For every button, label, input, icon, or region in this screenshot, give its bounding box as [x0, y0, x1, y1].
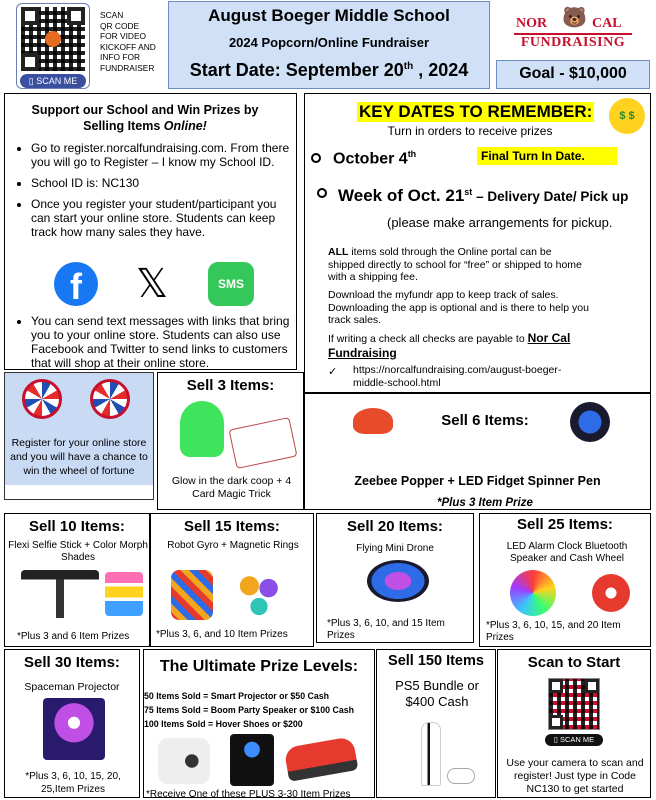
ultimate-level-50: 50 Items Sold = Smart Projector or $50 Cash	[144, 691, 330, 701]
scan-me-badge-2: ▯ SCAN ME	[545, 734, 603, 746]
ps5-controller-image	[447, 768, 475, 784]
key-dates-para3: If writing a check all checks are payable to Nor Cal Fundraising	[328, 331, 571, 360]
phone-icon-2: ▯	[553, 735, 561, 744]
wheel-text: Register for your online store and you will have a chance to win the wheel of fortune	[10, 437, 148, 477]
sell150-desc: PS5 Bundle or $400 Cash	[395, 678, 479, 709]
norcal-logo	[512, 4, 634, 52]
bear-icon: 🐻	[562, 7, 587, 29]
ps5-console-image	[421, 722, 441, 786]
qr-code-image	[21, 7, 85, 71]
date1-bullet-icon	[311, 153, 321, 163]
start-date: Start Date: September 20th , 2024	[189, 60, 469, 80]
support-bullets	[13, 141, 293, 246]
sell15-desc: Robot Gyro + Magnetic Rings	[167, 540, 299, 551]
spaceman-projector-image	[43, 698, 105, 760]
smart-projector-image	[158, 738, 210, 784]
date1-text: October 4th	[333, 149, 417, 168]
sms-icon: SMS	[208, 262, 254, 306]
cash-wheel-image	[592, 574, 630, 612]
scan-me-badge	[20, 74, 86, 88]
logo-fundraising: FUNDRAISING	[520, 35, 626, 50]
alarm-clock-speaker-image	[510, 570, 556, 616]
key-dates-para2: Download the myfundr app to keep track of sales. Downloading the app is optional and is there to help you track sales.	[328, 289, 589, 326]
key-dates-box	[304, 93, 651, 393]
date2-bullet-icon	[317, 188, 327, 198]
fidget-spinner-pen-image	[570, 402, 610, 442]
support-box	[4, 93, 297, 370]
sell20-plus: *Plus 3, 6, 10, and 15 Item Prizes	[327, 618, 445, 641]
sell6-desc: Zeebee Popper + LED Fidget Spinner Pen	[354, 474, 601, 488]
sell15-title: Sell 15 Items:	[184, 518, 280, 535]
facebook-icon: f	[54, 262, 98, 306]
prize-wheel-icon-2	[90, 379, 130, 419]
glow-coop-image	[180, 401, 224, 457]
sell25-title: Sell 25 Items:	[517, 516, 613, 533]
qr-note: SCAN QR CODE FOR VIDEO KICKOFF AND INFO FOR FUNDRAISER	[100, 10, 156, 73]
sell6-title: Sell 6 Items:	[441, 412, 529, 429]
magic-cards-image	[229, 417, 298, 469]
ultimate-box	[143, 649, 375, 798]
color-shades-image	[105, 572, 143, 616]
prize-wheel-icon-1	[22, 379, 62, 419]
scan-me-label: SCAN ME	[36, 76, 78, 86]
scan-qr-code[interactable]	[548, 678, 600, 730]
ultimate-title: The Ultimate Prize Levels:	[159, 658, 359, 675]
wheel-box	[4, 372, 154, 500]
mini-drone-image	[367, 560, 429, 602]
sell25-box	[479, 513, 651, 647]
logo-cal: CAL	[592, 16, 622, 31]
ultimate-level-75: 75 Items Sold = Boom Party Speaker or $100 Cash	[144, 705, 354, 715]
qr-code-box[interactable]	[16, 3, 90, 89]
sell15-box	[150, 513, 314, 647]
goal-box	[496, 60, 650, 89]
date2-text: Week of Oct. 21st – Delivery Date/ Pick up	[338, 186, 629, 205]
sell20-box	[316, 513, 474, 643]
hover-shoes-image	[284, 736, 359, 782]
phone-icon: ▯	[28, 76, 37, 86]
sell10-desc: Flexi Selfie Stick + Color Morph Shades	[8, 540, 148, 563]
sell3-desc: Glow in the dark coop + 4 Card Magic Trick	[171, 475, 292, 500]
header-title-box	[168, 1, 490, 89]
date2-note: (please make arrangements for pickup.	[387, 215, 613, 230]
x-twitter-icon: 𝕏	[135, 262, 169, 306]
sell6-box	[304, 393, 651, 510]
goal-text: Goal - $10,000	[519, 65, 627, 82]
sell30-plus: *Plus 3, 6, 10, 15, 20, 25,Item Prizes	[25, 771, 121, 795]
bullet-register: • Go to register.norcalfundraising.com. From there you will go to Register – I know my School ID.	[31, 141, 293, 169]
scan-start-box	[497, 649, 651, 798]
selfie-stick-image	[21, 570, 99, 618]
support-title: Support our School and Win Prizes by Selling Items Online!	[31, 103, 259, 133]
fundraiser-link[interactable]: https://norcalfundraising.com/august-boeger-middle-school.html	[353, 364, 562, 389]
ultimate-level-100: 100 Items Sold = Hover Shoes or $200	[144, 719, 303, 729]
bullet-text-messages: • You can send text messages with links that bring you to your online store. Students can also use Facebook and Twitter to send links to customers that will shop at their online store.	[31, 314, 295, 370]
sell150-title: Sell 150 Items	[388, 653, 484, 669]
sell25-plus: *Plus 3, 6, 10, 15, and 20 Item Prizes	[486, 620, 621, 643]
sell10-title: Sell 10 Items:	[29, 518, 125, 535]
sell20-desc: Flying Mini Drone	[356, 543, 434, 554]
sell10-plus: *Plus 3 and 6 Item Prizes	[17, 631, 130, 642]
scan-start-title: Scan to Start	[527, 654, 621, 671]
sell10-box	[4, 513, 150, 647]
sell3-title: Sell 3 Items:	[186, 377, 275, 394]
logo-nor: NOR	[516, 16, 548, 31]
sell20-title: Sell 20 Items:	[347, 518, 443, 535]
sell25-desc: LED Alarm Clock Bluetooth Speaker and Cash Wheel	[506, 541, 628, 564]
bullet-school-id: • School ID is: NC130	[31, 176, 293, 190]
key-dates-title: KEY DATES TO REMEMBER:	[359, 102, 593, 121]
zeebee-popper-image	[353, 408, 393, 434]
scan-start-text: Use your camera to scan and register! Just type in Code NC130 to get started	[506, 757, 644, 795]
fundraiser-name: 2024 Popcorn/Online Fundraiser	[228, 35, 430, 50]
money-face-icon: $ $	[609, 98, 645, 134]
key-dates-subtitle: Turn in orders to receive prizes	[387, 124, 553, 138]
bullet-online-store: • Once you register your student/participant you can start your online store. Students can keep track how many sales they have.	[31, 197, 293, 239]
sell15-plus: *Plus 3, 6, and 10 Item Prizes	[156, 629, 288, 640]
sell6-plus: *Plus 3 Item Prize	[437, 497, 533, 509]
support-bullets-2	[13, 314, 295, 377]
sell30-title: Sell 30 Items:	[24, 654, 120, 671]
check-mark-icon: ✓	[328, 366, 338, 378]
sell30-box	[4, 649, 140, 798]
ultimate-note: *Receive One of these PLUS 3-30 Item Prizes	[146, 789, 351, 800]
robot-gyro-image	[171, 570, 213, 620]
sell150-box	[376, 649, 496, 798]
school-name: August Boeger Middle School	[208, 6, 450, 25]
key-dates-para1: ALL items sold through the Online portal can be shipped directly to school for “free” or shipped to home with a shipping fee.	[328, 246, 582, 283]
sell3-box	[157, 372, 304, 510]
party-speaker-image	[230, 734, 274, 786]
final-turn-in-label: Final Turn In Date.	[477, 147, 617, 165]
sell30-desc: Spaceman Projector	[24, 681, 120, 693]
magnetic-rings-image	[235, 572, 283, 618]
